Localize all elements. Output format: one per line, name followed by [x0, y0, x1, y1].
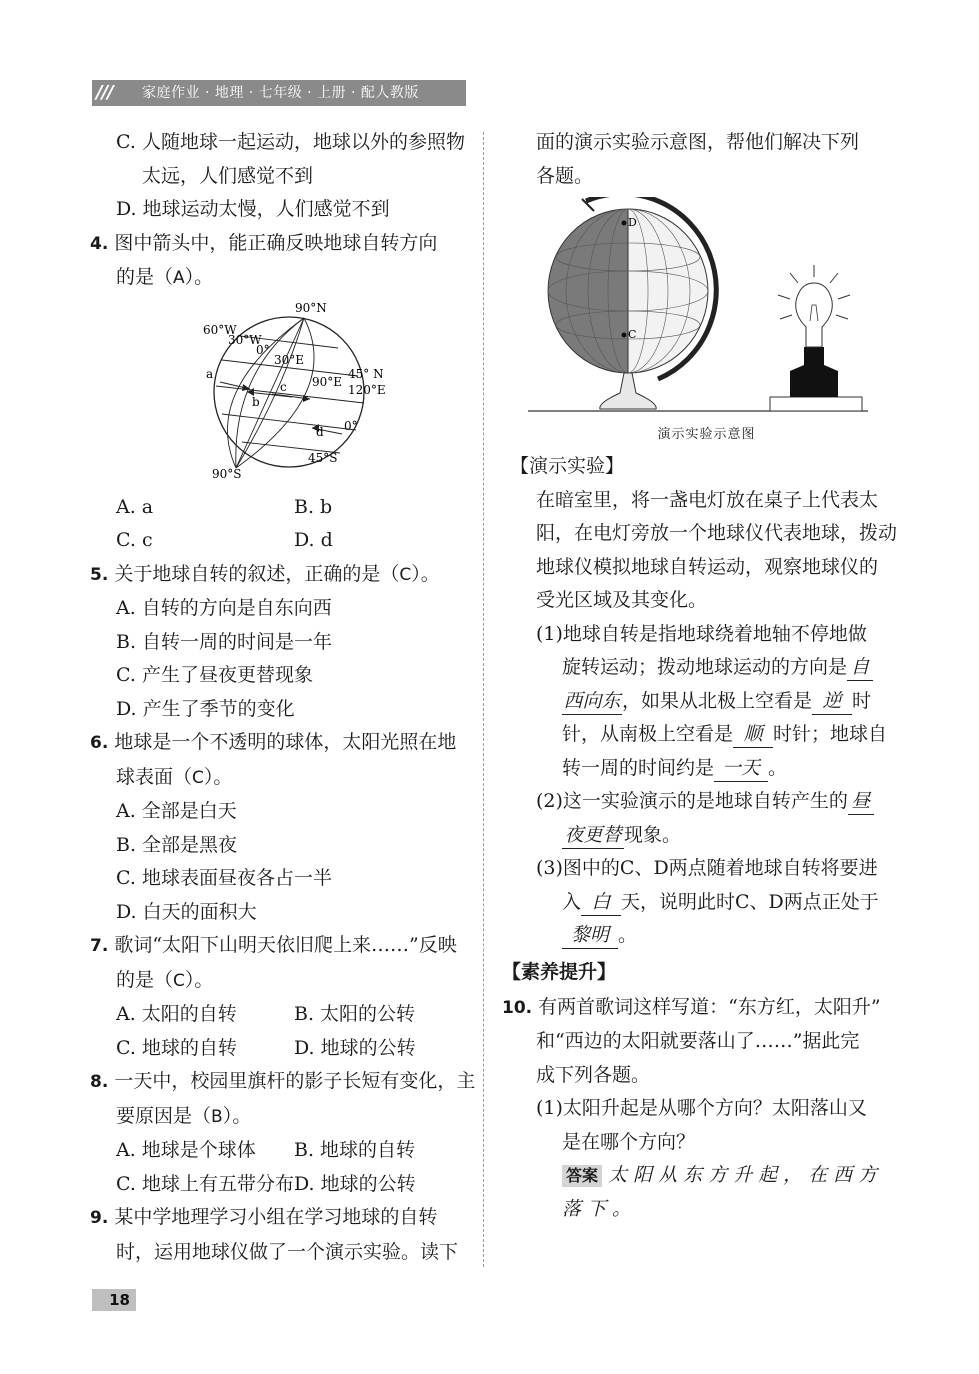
label-90s: 90°S [212, 466, 242, 481]
column-divider [483, 132, 484, 1267]
q4-answer: A [173, 268, 185, 288]
sub1-line2-text: 旋转运动；拨动地球运动的方向是 [562, 656, 848, 678]
q7-paren-close: ）。 [184, 968, 214, 991]
sub1-line5-text: 转一周的时间约是 [562, 756, 715, 779]
q6-paren-close: ）。 [203, 765, 233, 788]
q3-option-c-line2: 太远，人们感觉不到 [142, 164, 314, 187]
sub1-line4 [510, 718, 888, 752]
q9-cont-line2: 各题。 [536, 164, 594, 187]
q4-options-row2 [90, 524, 475, 558]
q10-line1 [502, 991, 885, 1026]
q8-number: 8. [90, 1072, 109, 1092]
q7-options-row2 [90, 1032, 475, 1066]
label-equator-0: 0° [344, 418, 358, 433]
q10-answer-text2: 落下。 [562, 1197, 638, 1220]
q5-option-d[interactable]: D. 产生了季节的变化 [116, 697, 295, 720]
arrow-label-d: d [316, 424, 324, 439]
q10-line3: 成下列各题。 [536, 1063, 651, 1086]
figure-caption: 演示实验示意图 [657, 427, 756, 442]
globe-point-c: C [628, 328, 637, 341]
q6-option-d[interactable]: D. 白天的面积大 [116, 900, 257, 923]
q10-answer-line2 [510, 1193, 885, 1227]
sub2-blank-a: 昼 [848, 788, 874, 815]
q6-answer: C [192, 767, 204, 788]
q7-options-row1 [90, 998, 475, 1032]
sub1-blank3: 顺 [733, 721, 773, 748]
q6-option-c[interactable]: C. 地球表面昼夜各占一半 [116, 867, 332, 889]
q8-option-a[interactable]: A. 地球是个球体 [116, 1139, 256, 1161]
sub1-line3-end: 时 [852, 689, 872, 712]
q4-number: 4. [90, 233, 109, 254]
q6-stem-line1 [90, 726, 475, 761]
sub3-line3-end: 。 [618, 924, 638, 946]
answer-label: 答案 [562, 1165, 602, 1187]
q5-option-b[interactable]: B. 自转一周的时间是一年 [116, 630, 333, 653]
q5-paren-close: ）。 [411, 562, 440, 585]
q8-stem-text2: 要原因是（ [116, 1104, 212, 1127]
sub1-line5-end: 。 [768, 756, 788, 779]
q6-number: 6. [90, 733, 109, 753]
experiment-line3: 地球仪模拟地球自转运动，观察地球仪的 [536, 555, 879, 578]
q10-sub1-line1: (1)太阳升起是从哪个方向？太阳落山又 [536, 1097, 867, 1119]
q8-stem-line1 [90, 1065, 475, 1100]
q4-option-d[interactable]: D. d [294, 529, 333, 551]
demo-experiment-figure [528, 197, 885, 446]
q7-stem-line2 [90, 964, 475, 999]
q7-answer: C [173, 970, 185, 991]
sub1-line5 [510, 752, 885, 786]
left-column [90, 126, 475, 1269]
q8-options-row2 [90, 1168, 475, 1202]
label-0-meridian: 0° [256, 342, 270, 357]
q5-number: 5. [90, 564, 109, 585]
q8-option-c[interactable]: C. 地球上有五带分布 [116, 1172, 294, 1195]
sub2-blank-b: 夜更替 [562, 822, 624, 849]
q5-option-c[interactable]: C. 产生了昼夜更替现象 [116, 664, 313, 686]
sub3-line2-end: 天，说明此时C、D两点正处于 [621, 890, 879, 913]
sub3-blank2: 黎明 [562, 922, 618, 949]
q5-answer: C [399, 564, 412, 585]
arrow-label-a: a [206, 366, 214, 381]
q9-stem-line1 [90, 1201, 475, 1236]
sub1-line4-end: 时针；地球自 [773, 723, 888, 745]
q4-stem-text: 图中箭头中，能正确反映地球自转方向 [114, 231, 438, 254]
sub2-line1-text: (2)这一实验演示的是地球自转产生的 [536, 790, 848, 812]
q6-stem-text: 地球是一个不透明的球体，太阳光照在地 [114, 731, 457, 753]
q7-option-a[interactable]: A. 太阳的自转 [116, 1003, 237, 1025]
label-45n: 45° N [348, 366, 384, 381]
q10-answer-text1: 太阳从东方升起，在西方 [608, 1164, 884, 1186]
q5-stem-text: 关于地球自转的叙述，正确的是（ [114, 562, 400, 585]
q6-stem-line2 [90, 761, 475, 796]
q6-stem-text2: 球表面（ [116, 765, 193, 788]
q4-paren-close: ）。 [184, 266, 214, 288]
q4-option-a[interactable]: A. a [116, 495, 154, 518]
experiment-title: 【演示实验】 [510, 455, 625, 477]
experiment-line4: 受光区域及其变化。 [536, 589, 708, 611]
experiment-line1: 在暗室里，将一盏电灯放在桌子上代表太 [536, 488, 879, 511]
label-90e: 90°E [312, 374, 343, 389]
q7-option-d[interactable]: D. 地球的公转 [294, 1036, 416, 1059]
q8-option-b[interactable]: B. 地球的自转 [294, 1139, 416, 1161]
q4-stem-line2 [90, 261, 475, 296]
header-bar [92, 80, 466, 106]
label-60w: 60°W [203, 322, 237, 337]
q10-line2: 和“西边的太阳就要落山了……”据此完 [536, 1030, 860, 1052]
q8-answer: B [211, 1106, 223, 1127]
header-slashes: /// [96, 82, 113, 103]
q4-option-c[interactable]: C. c [116, 529, 153, 551]
q6-option-a[interactable]: A. 全部是白天 [116, 800, 237, 822]
q7-option-b[interactable]: B. 太阳的公转 [294, 1003, 416, 1025]
section-title: 【素养提升】 [502, 960, 617, 983]
q9-stem-line2: 时，运用地球仪做了一个演示实验。读下 [116, 1240, 459, 1263]
q8-stem-line2 [90, 1100, 475, 1135]
sub1-line3-text: ，如果从北极上空看是 [622, 689, 813, 712]
sub3-line3 [510, 919, 885, 953]
q5-option-a[interactable]: A. 自转的方向是自东向西 [116, 597, 332, 619]
q9-number: 9. [90, 1208, 109, 1228]
q10-line1-text: 有两首歌词这样写道：“东方红，太阳升” [538, 995, 881, 1018]
sub3-line2 [510, 886, 885, 920]
q8-paren-close: ）。 [222, 1104, 252, 1127]
globe-lamp-diagram [528, 197, 878, 419]
label-30e: 30°E [274, 352, 305, 367]
label-90n: 90°N [295, 301, 327, 315]
q10-sub1-line2: 是在哪个方向？ [562, 1130, 696, 1153]
q7-stem-line1 [90, 929, 475, 964]
q5-stem [90, 558, 475, 593]
q6-option-b[interactable]: B. 全部是黑夜 [116, 833, 238, 856]
page-number: 18 [92, 1289, 136, 1311]
q8-options-row1 [90, 1134, 475, 1168]
q9-cont-line1: 面的演示实验示意图，帮他们解决下列 [536, 131, 860, 153]
arrow-label-b: b [252, 394, 260, 409]
sub2-line1 [510, 785, 885, 819]
sub1-blank1b: 西向东 [562, 688, 622, 715]
q4-globe-figure [192, 302, 475, 487]
header-title: 家庭作业 · 地理 · 七年级 · 上册 · 配人教版 [142, 85, 419, 101]
q7-option-c[interactable]: C. 地球的自转 [116, 1036, 237, 1059]
sub2-line2-text: 现象。 [624, 823, 682, 846]
sub1-line1: (1)地球自转是指地球绕着地轴不停地做 [536, 622, 867, 645]
experiment-line2: 阳，在电灯旁放一个地球仪代表地球，拨动 [536, 522, 898, 544]
sub3-line1: (3)图中的C、D两点随着地球自转将要进 [536, 857, 878, 879]
label-120e: 120°E [348, 382, 386, 397]
sub1-blank4: 一天 [714, 755, 768, 782]
sub1-line2 [510, 651, 885, 685]
q3-option-d: D. 地球运动太慢，人们感觉不到 [116, 198, 390, 220]
sub1-line3 [510, 685, 885, 719]
q7-number: 7. [90, 936, 109, 956]
label-30w: 30°W [228, 332, 262, 347]
sub1-blank2: 逆 [812, 688, 852, 715]
q8-option-d[interactable]: D. 地球的公转 [294, 1172, 416, 1195]
q10-number: 10. [502, 997, 533, 1018]
q4-stem-line1 [90, 227, 475, 262]
sub1-blank1a: 自 [847, 654, 873, 681]
sub2-line2 [510, 819, 885, 853]
globe-point-d: D [628, 216, 637, 229]
q4-option-b[interactable]: B. b [294, 495, 333, 518]
arrow-label-c: c [280, 379, 287, 394]
label-45s: 45°S [308, 450, 338, 465]
q9-stem-text: 某中学地理学习小组在学习地球的自转 [114, 1206, 438, 1228]
q8-stem-text: 一天中，校园里旗杆的影子长短有变化，主 [114, 1070, 476, 1092]
right-column [502, 126, 898, 1226]
sub3-line2-text: 入 [562, 890, 582, 913]
q7-stem-text2: 的是（ [116, 968, 174, 991]
q7-stem-text: 歌词“太阳下山明天依旧爬上来……”反映 [114, 934, 457, 956]
q4-options-row1 [90, 491, 475, 525]
q10-answer-line1 [510, 1159, 885, 1193]
q4-paren-open: 的是（ [116, 266, 174, 288]
q3-option-c-line1: C. 人随地球一起运动，地球以外的参照物 [116, 131, 465, 153]
sub1-line4-text: 针，从南极上空看是 [562, 723, 734, 745]
sub3-blank1: 白 [581, 889, 621, 916]
globe-diagram [192, 302, 392, 482]
